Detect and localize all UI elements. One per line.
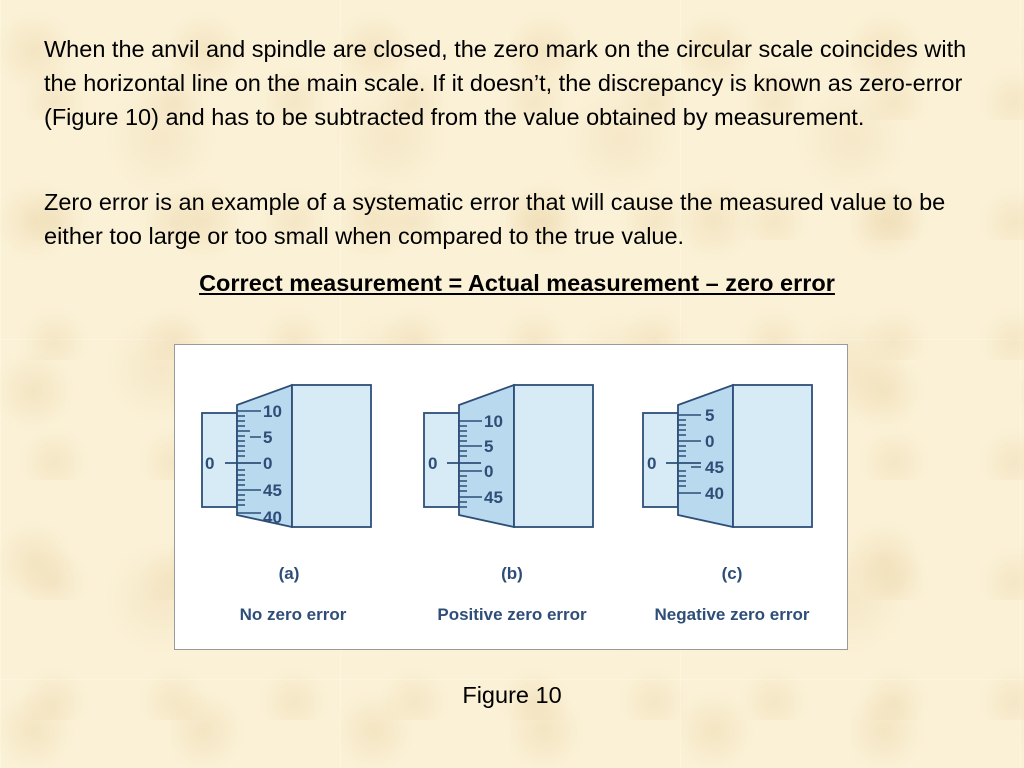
thimble-label-a-0: 10 (263, 402, 282, 421)
thimble-label-a-1: 5 (263, 428, 273, 447)
thimble-label-c-0: 5 (705, 406, 715, 425)
panel-a (202, 385, 371, 624)
paragraph-systematic-error: Zero error is an example of a systematic error that will cause the measured value to be either too large or too small when compared to the true value. (44, 189, 946, 249)
thimble-label-b-1: 5 (484, 437, 494, 456)
panel-label-c: Negative zero error (654, 605, 810, 624)
panel-label-a: No zero error (239, 605, 347, 624)
thimble-label-a-4: 40 (263, 508, 282, 527)
thimble-label-c-1: 0 (705, 432, 715, 451)
thimble-label-b-2: 0 (484, 462, 494, 481)
panel-c (643, 385, 812, 624)
panel-letter-c: (c) (721, 564, 743, 583)
thimble-body-b (514, 385, 593, 527)
thimble-label-c-3: 40 (705, 484, 724, 503)
figure-caption: Figure 10 (462, 682, 562, 708)
thimble-label-b-0: 10 (484, 412, 503, 431)
panel-letter-b: (b) (501, 564, 523, 583)
formula-correct-measurement: Correct measurement = Actual measurement – zero error (199, 270, 835, 296)
micrometer-diagrams (175, 345, 847, 649)
panel-letter-a: (a) (278, 564, 300, 583)
thimble-label-a-3: 45 (263, 481, 282, 500)
main-zero-b: 0 (428, 454, 438, 473)
main-zero-a: 0 (205, 454, 215, 473)
thimble-label-a-2: 0 (263, 454, 273, 473)
thimble-body-c (733, 385, 812, 527)
micrometer-figure (174, 344, 848, 650)
main-zero-c: 0 (647, 454, 657, 473)
thimble-label-b-3: 45 (484, 488, 503, 507)
thimble-label-c-2: 45 (705, 458, 724, 477)
paragraph-zero-mark: When the anvil and spindle are closed, the zero mark on the circular scale coincides with the horizontal line on the main scale. If it doesn’t, the discrepancy is known as zero-error (Figure 10) and has to be subtracted from the value obtained by measurement. (44, 36, 967, 130)
thimble-body-a (292, 385, 371, 527)
panel-label-b: Positive zero error (437, 605, 587, 624)
panel-b (424, 385, 593, 624)
